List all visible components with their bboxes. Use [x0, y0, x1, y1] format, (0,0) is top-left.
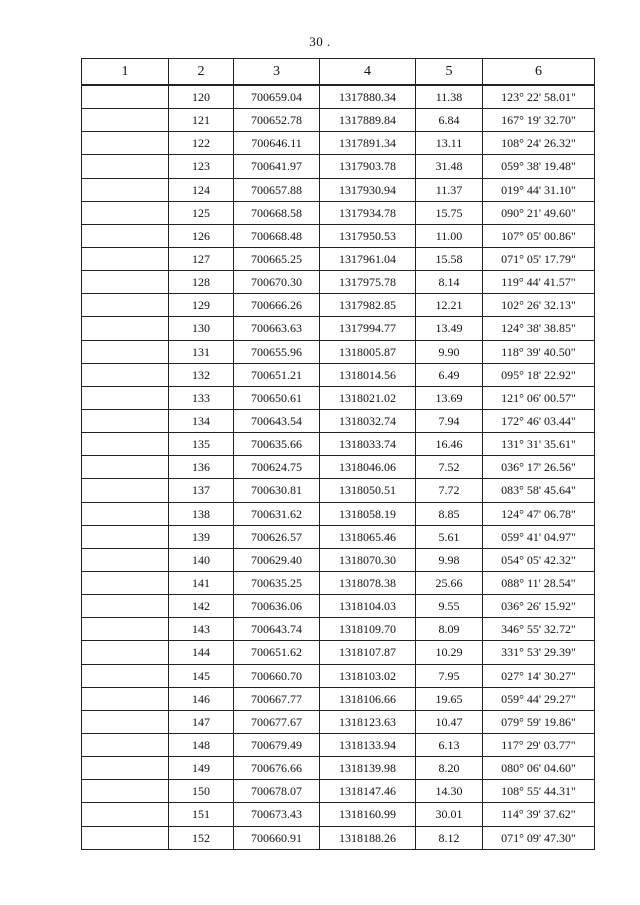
cell-section — [82, 201, 169, 224]
table-row — [82, 363, 595, 386]
cell-x-coordinate: 700668.48 — [234, 224, 320, 247]
cell-point-number: 143 — [169, 618, 234, 641]
cell-y-coordinate: 1317880.34 — [320, 85, 416, 109]
cell-distance: 7.95 — [416, 664, 483, 687]
cell-y-coordinate: 1318005.87 — [320, 340, 416, 363]
cell-bearing: 124° 38' 38.85" — [483, 317, 595, 340]
cell-point-number: 132 — [169, 363, 234, 386]
cell-x-coordinate: 700643.74 — [234, 618, 320, 641]
table-row — [82, 826, 595, 849]
cell-y-coordinate: 1317994.77 — [320, 317, 416, 340]
cell-y-coordinate: 1318046.06 — [320, 456, 416, 479]
cell-y-coordinate: 1317961.04 — [320, 247, 416, 270]
cell-point-number: 127 — [169, 247, 234, 270]
cell-bearing: 059° 41' 04.97" — [483, 525, 595, 548]
table-row — [82, 317, 595, 340]
cell-x-coordinate: 700665.25 — [234, 247, 320, 270]
cell-distance: 9.90 — [416, 340, 483, 363]
cell-x-coordinate: 700636.06 — [234, 595, 320, 618]
cell-y-coordinate: 1318123.63 — [320, 710, 416, 733]
cell-x-coordinate: 700641.97 — [234, 155, 320, 178]
table-row — [82, 710, 595, 733]
cell-distance: 8.14 — [416, 271, 483, 294]
cell-bearing: 036° 26' 15.92" — [483, 595, 595, 618]
cell-y-coordinate: 1317975.78 — [320, 271, 416, 294]
cell-y-coordinate: 1317903.78 — [320, 155, 416, 178]
cell-bearing: 059° 44' 29.27" — [483, 687, 595, 710]
cell-bearing: 124° 47' 06.78" — [483, 502, 595, 525]
cell-y-coordinate: 1317982.85 — [320, 294, 416, 317]
cell-distance: 8.85 — [416, 502, 483, 525]
cell-distance: 9.55 — [416, 595, 483, 618]
column-header: 4 — [320, 59, 416, 86]
table-row — [82, 294, 595, 317]
cell-distance: 11.37 — [416, 178, 483, 201]
cell-bearing: 079° 59' 19.86" — [483, 710, 595, 733]
cell-distance: 8.09 — [416, 618, 483, 641]
cell-point-number: 147 — [169, 710, 234, 733]
cell-bearing: 059° 38' 19.48" — [483, 155, 595, 178]
table-row — [82, 155, 595, 178]
cell-distance: 11.38 — [416, 85, 483, 109]
table-row — [82, 664, 595, 687]
table-row — [82, 340, 595, 363]
cell-x-coordinate: 700624.75 — [234, 456, 320, 479]
cell-y-coordinate: 1318160.99 — [320, 803, 416, 826]
cell-y-coordinate: 1318021.02 — [320, 386, 416, 409]
cell-section — [82, 803, 169, 826]
cell-section — [82, 571, 169, 594]
cell-x-coordinate: 700670.30 — [234, 271, 320, 294]
cell-x-coordinate: 700651.62 — [234, 641, 320, 664]
cell-distance: 31.48 — [416, 155, 483, 178]
column-header: 1 — [82, 59, 169, 86]
cell-distance: 9.98 — [416, 548, 483, 571]
cell-distance: 7.72 — [416, 479, 483, 502]
table-row — [82, 178, 595, 201]
cell-section — [82, 294, 169, 317]
cell-y-coordinate: 1318133.94 — [320, 733, 416, 756]
cell-y-coordinate: 1318103.02 — [320, 664, 416, 687]
cell-point-number: 144 — [169, 641, 234, 664]
table-row — [82, 595, 595, 618]
cell-y-coordinate: 1317891.34 — [320, 132, 416, 155]
cell-x-coordinate: 700677.67 — [234, 710, 320, 733]
cell-bearing: 108° 55' 44.31" — [483, 780, 595, 803]
cell-distance: 13.49 — [416, 317, 483, 340]
cell-distance: 25.66 — [416, 571, 483, 594]
cell-bearing: 119° 44' 41.57" — [483, 271, 595, 294]
cell-bearing: 167° 19' 32.70" — [483, 109, 595, 132]
cell-point-number: 123 — [169, 155, 234, 178]
table-row — [82, 201, 595, 224]
column-header: 6 — [483, 59, 595, 86]
cell-bearing: 090° 21' 49.60" — [483, 201, 595, 224]
cell-x-coordinate: 700643.54 — [234, 409, 320, 432]
cell-x-coordinate: 700679.49 — [234, 733, 320, 756]
cell-point-number: 120 — [169, 85, 234, 109]
cell-bearing: 088° 11' 28.54" — [483, 571, 595, 594]
cell-bearing: 131° 31' 35.61" — [483, 433, 595, 456]
cell-bearing: 080° 06' 04.60" — [483, 757, 595, 780]
table-row — [82, 548, 595, 571]
cell-section — [82, 548, 169, 571]
cell-section — [82, 317, 169, 340]
cell-x-coordinate: 700646.11 — [234, 132, 320, 155]
cell-distance: 13.11 — [416, 132, 483, 155]
cell-distance: 14.30 — [416, 780, 483, 803]
cell-point-number: 125 — [169, 201, 234, 224]
table-row — [82, 757, 595, 780]
table-row — [82, 571, 595, 594]
cell-y-coordinate: 1318106.66 — [320, 687, 416, 710]
cell-bearing: 036° 17' 26.56" — [483, 456, 595, 479]
cell-point-number: 121 — [169, 109, 234, 132]
table-row — [82, 525, 595, 548]
cell-x-coordinate: 700652.78 — [234, 109, 320, 132]
cell-bearing: 114° 39' 37.62" — [483, 803, 595, 826]
cell-point-number: 148 — [169, 733, 234, 756]
cell-point-number: 136 — [169, 456, 234, 479]
column-header: 2 — [169, 59, 234, 86]
cell-bearing: 118° 39' 40.50" — [483, 340, 595, 363]
cell-y-coordinate: 1318078.38 — [320, 571, 416, 594]
cell-y-coordinate: 1318107.87 — [320, 641, 416, 664]
table-row — [82, 271, 595, 294]
cell-section — [82, 433, 169, 456]
cell-x-coordinate: 700631.62 — [234, 502, 320, 525]
cell-y-coordinate: 1317950.53 — [320, 224, 416, 247]
cell-y-coordinate: 1318014.56 — [320, 363, 416, 386]
cell-distance: 11.00 — [416, 224, 483, 247]
cell-bearing: 071° 09' 47.30" — [483, 826, 595, 849]
cell-x-coordinate: 700629.40 — [234, 548, 320, 571]
header-row — [82, 59, 595, 86]
cell-distance: 15.75 — [416, 201, 483, 224]
cell-section — [82, 780, 169, 803]
table-row — [82, 803, 595, 826]
cell-point-number: 142 — [169, 595, 234, 618]
cell-x-coordinate: 700667.77 — [234, 687, 320, 710]
cell-y-coordinate: 1318109.70 — [320, 618, 416, 641]
cell-distance: 30.01 — [416, 803, 483, 826]
cell-point-number: 150 — [169, 780, 234, 803]
cell-distance: 5.61 — [416, 525, 483, 548]
cell-y-coordinate: 1318104.03 — [320, 595, 416, 618]
cell-section — [82, 155, 169, 178]
cell-bearing: 027° 14' 30.27" — [483, 664, 595, 687]
cell-section — [82, 409, 169, 432]
cell-point-number: 122 — [169, 132, 234, 155]
cell-section — [82, 132, 169, 155]
cell-distance: 13.69 — [416, 386, 483, 409]
cell-section — [82, 641, 169, 664]
table-row — [82, 433, 595, 456]
cell-bearing: 019° 44' 31.10" — [483, 178, 595, 201]
cell-bearing: 346° 55' 32.72" — [483, 618, 595, 641]
cell-y-coordinate: 1318070.30 — [320, 548, 416, 571]
cell-point-number: 151 — [169, 803, 234, 826]
cell-section — [82, 664, 169, 687]
cell-x-coordinate: 700635.25 — [234, 571, 320, 594]
cell-x-coordinate: 700630.81 — [234, 479, 320, 502]
cell-section — [82, 525, 169, 548]
cell-x-coordinate: 700626.57 — [234, 525, 320, 548]
cell-section — [82, 224, 169, 247]
cell-point-number: 152 — [169, 826, 234, 849]
cell-x-coordinate: 700655.96 — [234, 340, 320, 363]
cell-point-number: 124 — [169, 178, 234, 201]
cell-bearing: 331° 53' 29.39" — [483, 641, 595, 664]
cell-x-coordinate: 700668.58 — [234, 201, 320, 224]
cell-y-coordinate: 1317930.94 — [320, 178, 416, 201]
cell-bearing: 102° 26' 32.13" — [483, 294, 595, 317]
table-row — [82, 687, 595, 710]
cell-y-coordinate: 1317934.78 — [320, 201, 416, 224]
cell-section — [82, 757, 169, 780]
cell-y-coordinate: 1318065.46 — [320, 525, 416, 548]
cell-distance: 10.47 — [416, 710, 483, 733]
cell-x-coordinate: 700666.26 — [234, 294, 320, 317]
cell-x-coordinate: 700651.21 — [234, 363, 320, 386]
cell-point-number: 145 — [169, 664, 234, 687]
table-row — [82, 85, 595, 109]
cell-bearing: 123° 22' 58.01" — [483, 85, 595, 109]
cell-bearing: 107° 05' 00.86" — [483, 224, 595, 247]
coordinates-table — [81, 58, 595, 850]
cell-x-coordinate: 700659.04 — [234, 85, 320, 109]
cell-section — [82, 247, 169, 270]
cell-distance: 6.84 — [416, 109, 483, 132]
cell-distance: 6.13 — [416, 733, 483, 756]
cell-bearing: 095° 18' 22.92" — [483, 363, 595, 386]
cell-x-coordinate: 700673.43 — [234, 803, 320, 826]
cell-point-number: 131 — [169, 340, 234, 363]
column-header: 5 — [416, 59, 483, 86]
table-row — [82, 479, 595, 502]
cell-section — [82, 618, 169, 641]
cell-point-number: 128 — [169, 271, 234, 294]
table-row — [82, 386, 595, 409]
cell-bearing: 117° 29' 03.77" — [483, 733, 595, 756]
cell-point-number: 135 — [169, 433, 234, 456]
cell-point-number: 126 — [169, 224, 234, 247]
table-row — [82, 224, 595, 247]
table-row — [82, 641, 595, 664]
cell-section — [82, 85, 169, 109]
cell-bearing: 172° 46' 03.44" — [483, 409, 595, 432]
cell-x-coordinate: 700676.66 — [234, 757, 320, 780]
cell-y-coordinate: 1317889.84 — [320, 109, 416, 132]
cell-y-coordinate: 1318032.74 — [320, 409, 416, 432]
cell-distance: 10.29 — [416, 641, 483, 664]
cell-distance: 16.46 — [416, 433, 483, 456]
cell-point-number: 141 — [169, 571, 234, 594]
cell-y-coordinate: 1318033.74 — [320, 433, 416, 456]
cell-section — [82, 386, 169, 409]
cell-y-coordinate: 1318188.26 — [320, 826, 416, 849]
cell-section — [82, 595, 169, 618]
cell-section — [82, 456, 169, 479]
cell-point-number: 146 — [169, 687, 234, 710]
cell-section — [82, 710, 169, 733]
cell-bearing: 121° 06' 00.57" — [483, 386, 595, 409]
table-row — [82, 247, 595, 270]
table-row — [82, 456, 595, 479]
column-header: 3 — [234, 59, 320, 86]
cell-point-number: 130 — [169, 317, 234, 340]
page-number: 30 . — [309, 34, 331, 49]
cell-y-coordinate: 1318050.51 — [320, 479, 416, 502]
cell-x-coordinate: 700635.66 — [234, 433, 320, 456]
cell-section — [82, 733, 169, 756]
cell-x-coordinate: 700657.88 — [234, 178, 320, 201]
cell-point-number: 134 — [169, 409, 234, 432]
table-body — [82, 85, 595, 849]
cell-distance: 7.52 — [416, 456, 483, 479]
cell-section — [82, 687, 169, 710]
cell-section — [82, 109, 169, 132]
cell-bearing: 054° 05' 42.32" — [483, 548, 595, 571]
cell-distance: 8.20 — [416, 757, 483, 780]
cell-point-number: 138 — [169, 502, 234, 525]
cell-section — [82, 340, 169, 363]
cell-point-number: 140 — [169, 548, 234, 571]
cell-distance: 15.58 — [416, 247, 483, 270]
cell-distance: 8.12 — [416, 826, 483, 849]
cell-point-number: 137 — [169, 479, 234, 502]
table-row — [82, 618, 595, 641]
cell-section — [82, 178, 169, 201]
cell-bearing: 071° 05' 17.79" — [483, 247, 595, 270]
cell-x-coordinate: 700660.91 — [234, 826, 320, 849]
cell-point-number: 139 — [169, 525, 234, 548]
cell-distance: 19.65 — [416, 687, 483, 710]
cell-distance: 7.94 — [416, 409, 483, 432]
cell-point-number: 149 — [169, 757, 234, 780]
cell-y-coordinate: 1318058.19 — [320, 502, 416, 525]
cell-x-coordinate: 700660.70 — [234, 664, 320, 687]
table-row — [82, 109, 595, 132]
cell-bearing: 108° 24' 26.32" — [483, 132, 595, 155]
table-row — [82, 733, 595, 756]
cell-section — [82, 502, 169, 525]
cell-y-coordinate: 1318139.98 — [320, 757, 416, 780]
cell-point-number: 129 — [169, 294, 234, 317]
cell-section — [82, 363, 169, 386]
cell-y-coordinate: 1318147.46 — [320, 780, 416, 803]
table-row — [82, 780, 595, 803]
cell-x-coordinate: 700678.07 — [234, 780, 320, 803]
table-row — [82, 409, 595, 432]
cell-section — [82, 479, 169, 502]
cell-point-number: 133 — [169, 386, 234, 409]
cell-section — [82, 826, 169, 849]
cell-distance: 12.21 — [416, 294, 483, 317]
cell-section — [82, 271, 169, 294]
cell-bearing: 083° 58' 45.64" — [483, 479, 595, 502]
cell-distance: 6.49 — [416, 363, 483, 386]
table-row — [82, 132, 595, 155]
table-row — [82, 502, 595, 525]
cell-x-coordinate: 700663.63 — [234, 317, 320, 340]
cell-x-coordinate: 700650.61 — [234, 386, 320, 409]
